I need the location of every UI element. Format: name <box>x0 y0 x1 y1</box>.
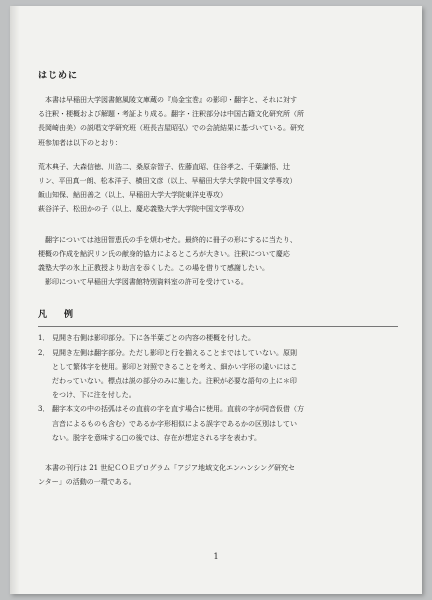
member-line-3: 飯山知保、鮎田善之（以上、早稲田大学大学院東洋史専攻） <box>38 191 227 200</box>
intro-p1-line-3: 長岡崎由美）の説唱文学研究班（班長吉屋昭弘）での会読結果に基づいている。研究 <box>38 124 304 133</box>
closing-line-1: 本書の刊行は 21 世紀ＣＯＥプログラム「アジア地域文化エンハンシング研究セ <box>45 464 296 473</box>
note-3-line-2: 言音によるものも含む）であるか字形相似による誤字であるかの区別はしてい <box>52 419 297 428</box>
document-page <box>10 6 422 594</box>
page-content <box>38 68 398 489</box>
intro-p1-line-4: 班参加者は以下のとおり： <box>38 138 122 147</box>
note-number: 3． <box>38 405 50 414</box>
member-list <box>38 160 398 217</box>
permission-line: 影印について早稲田大学図書館特別資料室の許可を受けている。 <box>45 278 248 287</box>
notes-divider <box>38 326 398 327</box>
notes-list <box>38 331 398 445</box>
note-3-line-1: 翻字本文の中の括弧はその直前の字を直す場合に使用。直前の字が同音仮借（方 <box>52 405 304 414</box>
note-text <box>52 331 398 345</box>
note-number: 2． <box>38 348 50 357</box>
intro-paragraph <box>38 93 398 150</box>
intro-heading: はじめに <box>38 71 79 81</box>
ack-line-1: 翻字については池田智恵氏の手を煩わせた。最終的に冊子の形にするに当たり、 <box>45 235 297 244</box>
note-item-1 <box>38 331 398 345</box>
note-number: 1． <box>38 334 50 343</box>
note-2-line-1: 見開き左側は翻字部分。ただし影印と行を揃えることまではしていない。原則 <box>52 348 297 357</box>
acknowledgement-paragraph <box>38 233 398 290</box>
note-2-line-4: をつけ、下に注を付した。 <box>52 391 136 400</box>
closing-line-2: ンター」の活動の一環である。 <box>38 478 136 487</box>
notes-heading: 凡 例 <box>38 310 78 321</box>
note-item-2 <box>38 346 398 403</box>
note-2-line-2: として繁体字を使用。影印と対照できることを考え、細かい字形の違いにはこ <box>52 362 298 371</box>
note-item-3 <box>38 402 398 445</box>
intro-p1-line-1: 本書は早稲田大学図書館風陵文庫蔵の『烏金宝巻』の影印・翻字と、それに対す <box>45 96 297 104</box>
page-number: 1 <box>213 552 219 561</box>
member-line-2: リン、平田真一朗、松本洋子、横田文彦（以上、早稲田大学大学院中国文学専攻） <box>38 177 297 186</box>
note-2-line-3: だわっていない。標点は説の部分のみに施した。注釈が必要な語句の上に＊印 <box>52 377 297 386</box>
closing-paragraph <box>38 461 398 489</box>
note-text <box>52 402 398 445</box>
note-1-line-1: 見開き右側は影印部分。下に各半葉ごとの内容の梗概を付した。 <box>52 334 255 343</box>
note-3-line-3: ない。脱字を意味する□の後では、存在が想定される字を表わす。 <box>52 433 262 442</box>
ack-line-2: 梗概の作成を鮎沢リン氏の献身的協力によるところが大きい。注釈について慶応 <box>38 249 290 258</box>
member-line-4: 萩谷洋子、松田かの子（以上、慶応義塾大学大学院中国文学専攻） <box>38 205 248 214</box>
member-line-1: 荒木典子、大森信徳、川浩二、桑原奈智子、佐藤直昭、住谷孝之、千葉謙悟、辻 <box>38 162 290 171</box>
ack-line-3: 義塾大学の氷上正教授より助言を忝くした。この場を借りて感謝したい。 <box>38 264 269 273</box>
intro-p1-line-2: る注釈・梗概および解題・考証より成る。翻字・注釈部分は中国古籍文化研究所（所 <box>38 110 304 119</box>
note-text <box>52 346 398 403</box>
